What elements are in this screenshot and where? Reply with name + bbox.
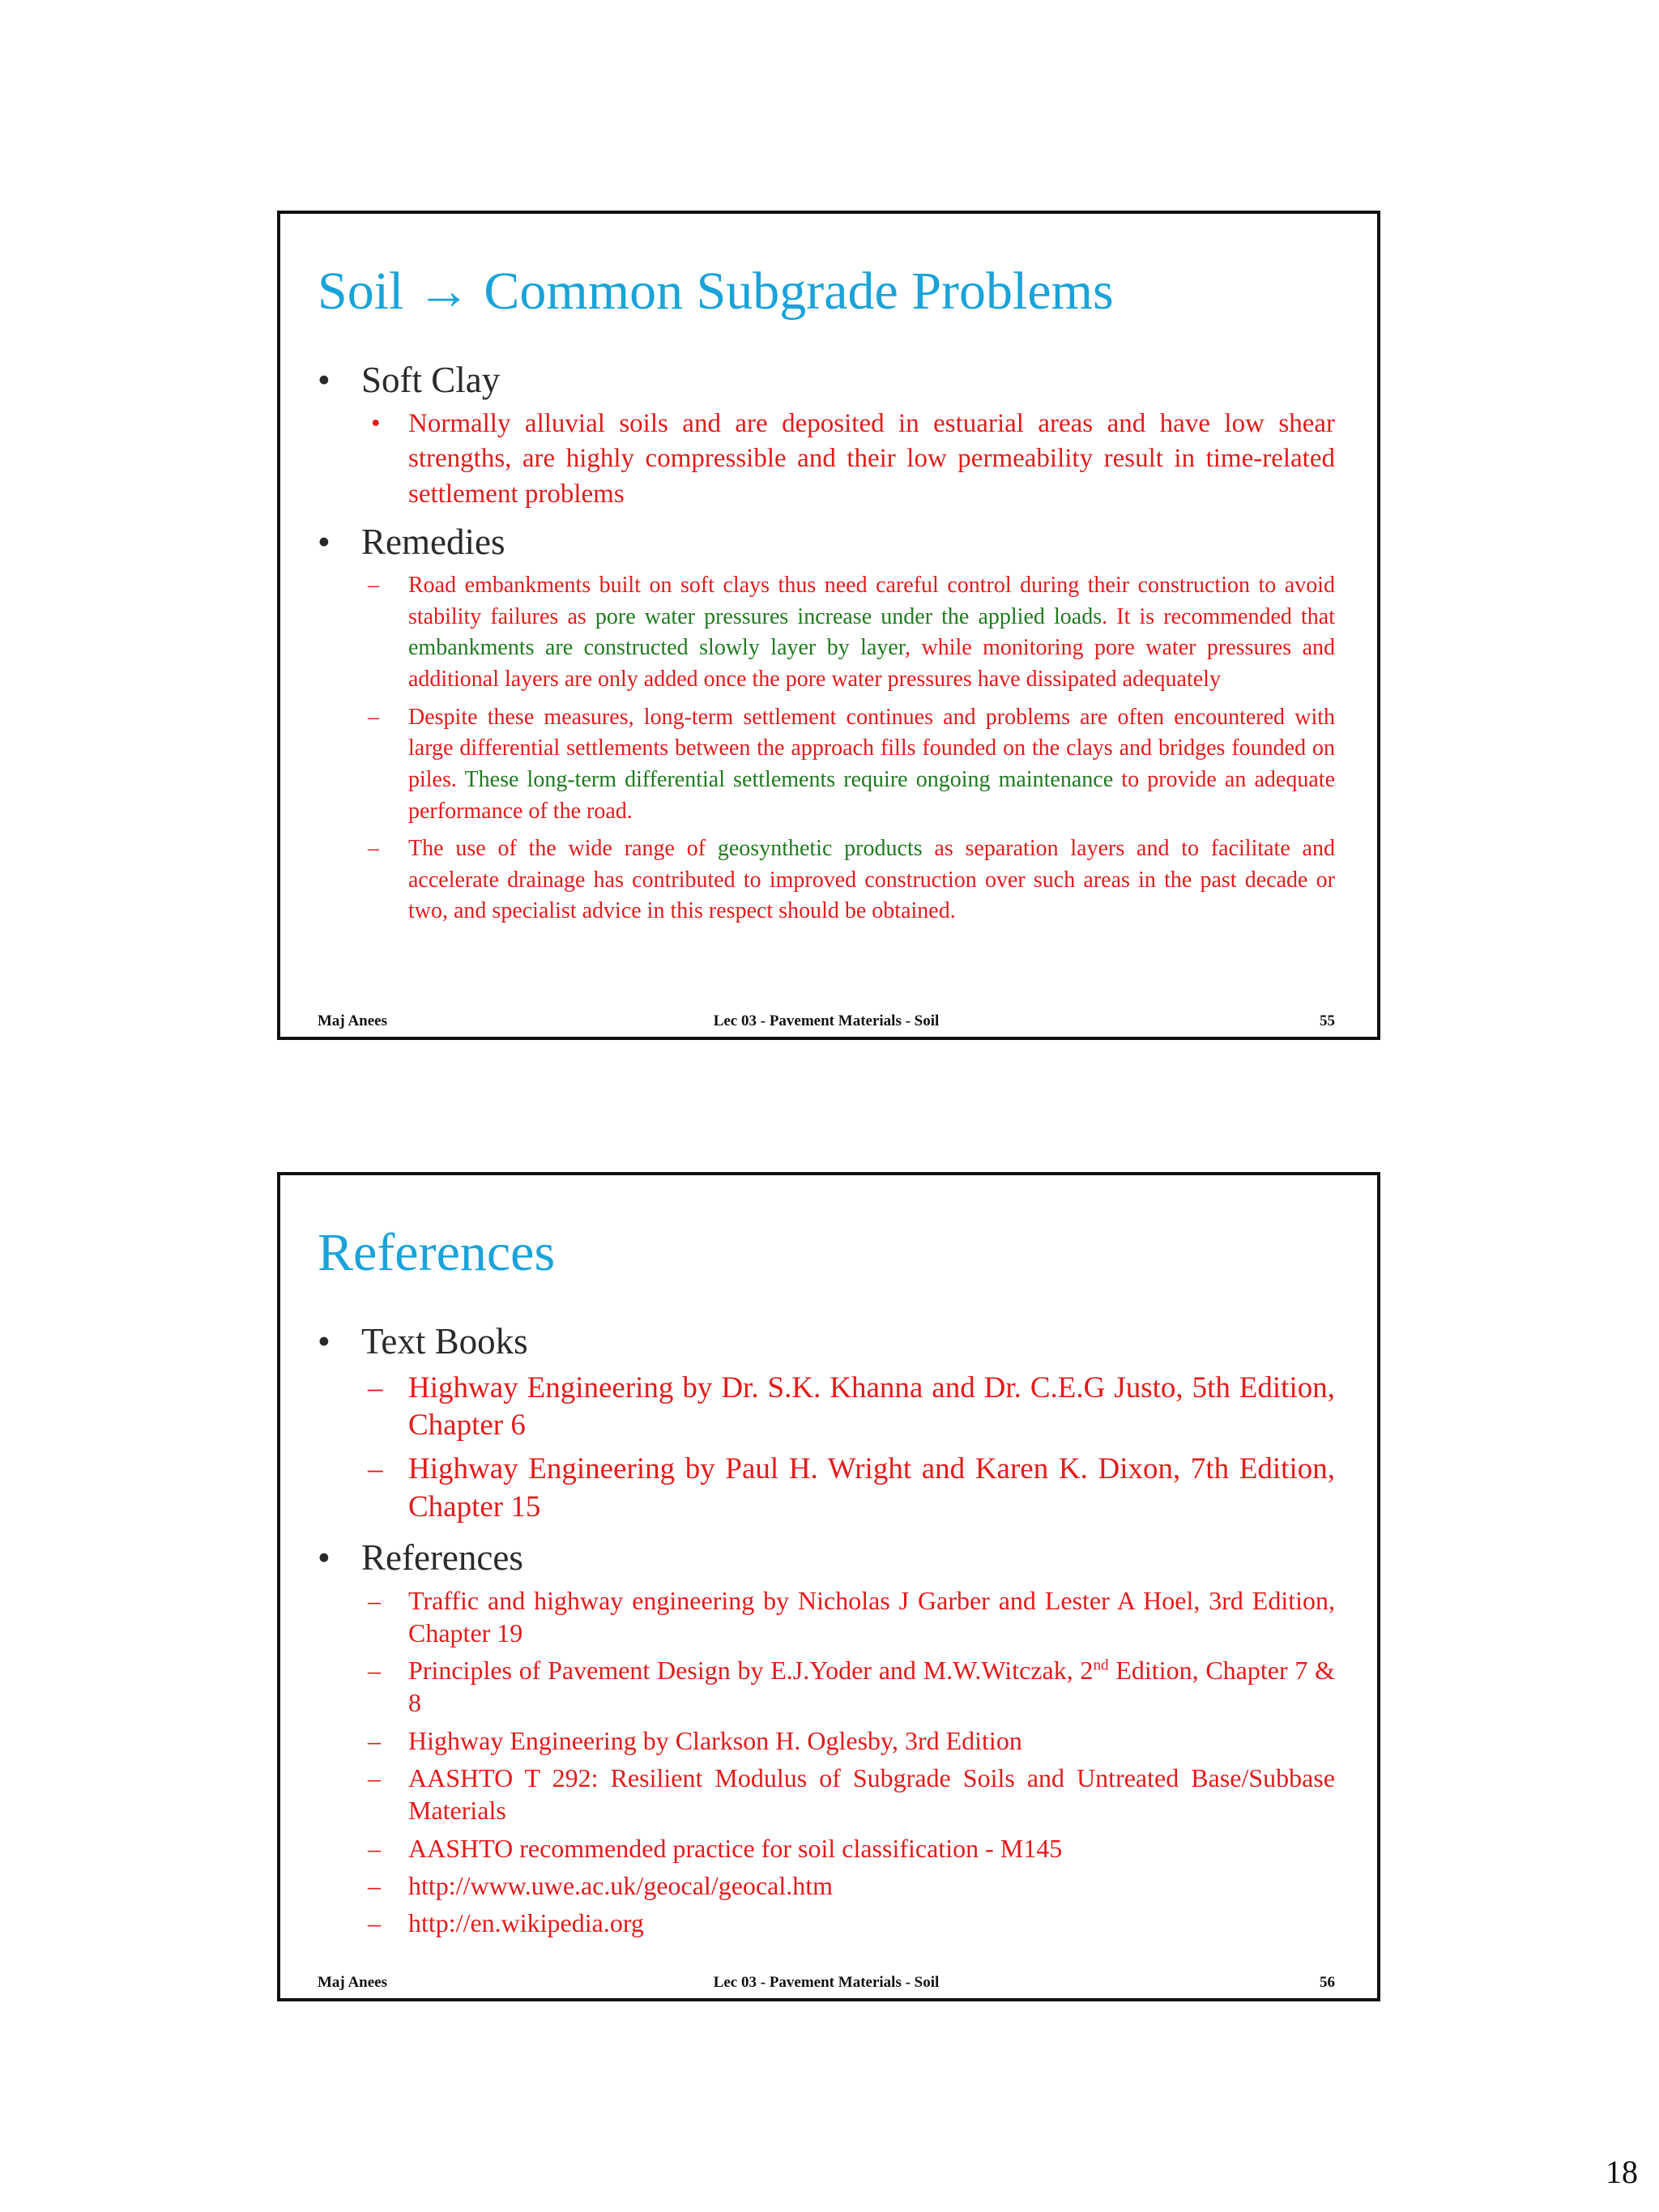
- footer-slide-number: 56: [1320, 1974, 1335, 1991]
- remedy-1-text: , while monitoring pore water pressures and additional layers are only added once the pore water pressures have dissipated adequately: [408, 635, 1335, 693]
- slide-footer: [318, 1006, 1335, 1030]
- remedy-2-text: Despite these measures, long-term settlement continues and problems are often encountered with large differential settlements between the approach fills founded on the clays and bridges founded on piles.: [408, 704, 1335, 792]
- footer-author: Maj Anees: [318, 1012, 388, 1029]
- remedy-item-1: [318, 570, 1335, 696]
- reference-text: Edition, Chapter 7 & 8: [408, 1656, 1336, 1718]
- bullet-text-books: • Text Books: [318, 1321, 1335, 1363]
- footer-slide-number: 55: [1320, 1012, 1335, 1029]
- slide-references: [277, 1172, 1380, 2001]
- reference-item: – Traffic and highway engineering by Nicholas J Garber and Lester A Hoel, 3rd Edition, Chapter 19: [318, 1584, 1335, 1650]
- reference-item: – AASHTO T 292: Resilient Modulus of Subgrade Soils and Untreated Base/Subbase Materials: [318, 1762, 1335, 1827]
- reference-superscript: nd: [1093, 1656, 1109, 1674]
- slide-footer: [318, 1967, 1335, 1992]
- reference-item: [318, 1654, 1335, 1720]
- remedy-1-text: . It is recommended that: [1102, 603, 1336, 629]
- remedy-1-highlight: embankments are constructed slowly layer by layer: [408, 635, 906, 661]
- remedy-3-highlight: geosynthetic products: [717, 836, 923, 862]
- remedy-2-text: to provide an adequate performance of the road.: [408, 766, 1335, 824]
- footer-author: Maj Anees: [318, 1974, 388, 1991]
- reference-item: – AASHTO recommended practice for soil classification - M145: [318, 1832, 1335, 1865]
- page-number: 18: [1606, 2154, 1638, 2190]
- remedy-3-text: The use of the wide range of: [408, 836, 718, 862]
- remedy-1-text: Road embankments built on soft clays thus need careful control during their construction to avoid stability failures as: [408, 573, 1335, 629]
- bullet-references: • References: [318, 1537, 1335, 1579]
- bullet-soft-clay: • Soft Clay: [318, 360, 1335, 402]
- reference-item-url: – http://en.wikipedia.org: [318, 1907, 1335, 1939]
- bullet-remedies: • Remedies: [318, 522, 1335, 564]
- soft-clay-description: • Normally alluvial soils and are deposited in estuarial areas and have low shear strengths, are highly compressible and their low permeability result in time-related settlement problems: [318, 407, 1335, 513]
- remedy-3-text: as separation layers and to facilitate and accelerate drainage has contributed to improved construction over such areas in the past decade or two, and specialist advice in this respect should be obtained.: [408, 836, 1335, 924]
- reference-item: – Highway Engineering by Clarkson H. Oglesby, 3rd Edition: [318, 1724, 1335, 1757]
- footer-course: Lec 03 - Pavement Materials - Soil: [713, 1974, 940, 1991]
- reference-item-url: – http://www.uwe.ac.uk/geocal/geocal.htm: [318, 1869, 1335, 1902]
- slide-soil-common-subgrade-problems: [277, 211, 1380, 1040]
- reference-text: Principles of Pavement Design by E.J.Yoder and M.W.Witczak, 2: [408, 1656, 1094, 1686]
- slide-title: References: [318, 1223, 556, 1282]
- slide-title: Soil → Common Subgrade Problems: [318, 262, 1114, 321]
- remedy-item-3: [318, 833, 1335, 927]
- slide-body: [318, 1321, 1335, 1940]
- slide-body: [318, 360, 1335, 927]
- footer-course: Lec 03 - Pavement Materials - Soil: [713, 1012, 940, 1029]
- textbook-item: – Highway Engineering by Paul H. Wright and Karen K. Dixon, 7th Edition, Chapter 15: [318, 1451, 1335, 1526]
- remedy-1-highlight: pore water pressures increase under the applied loads: [595, 603, 1102, 629]
- remedy-2-highlight: These long-term differential settlements require ongoing maintenance: [464, 766, 1114, 792]
- textbook-item: – Highway Engineering by Dr. S.K. Khanna and Dr. C.E.G Justo, 5th Edition, Chapter 6: [318, 1370, 1335, 1445]
- remedy-item-2: [318, 702, 1335, 828]
